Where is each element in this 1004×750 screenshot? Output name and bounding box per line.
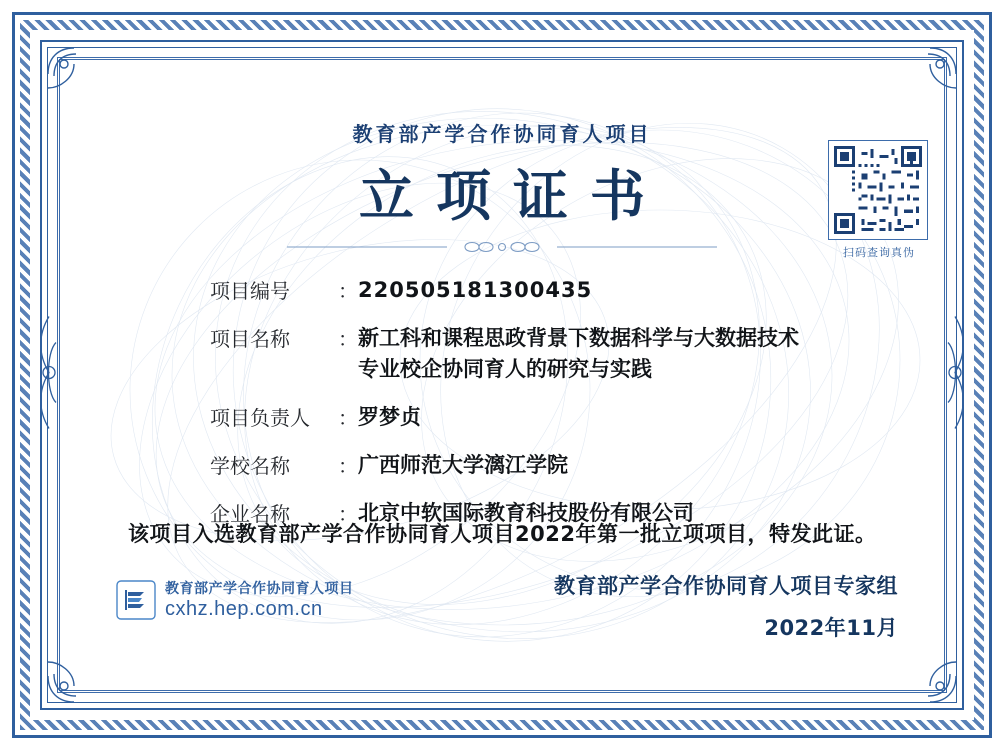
field-colon: ： [338, 406, 358, 430]
title-divider-ornament [287, 238, 717, 256]
field-value: 广西师范大学漓江学院 [358, 453, 568, 477]
field-value: 北京中软国际教育科技股份有限公司 [358, 501, 694, 525]
field-row-project-name [210, 323, 930, 385]
certificate-statement: 该项目入选教育部产学合作协同育人项目2022年第一批立项项目，特发此证。 [128, 522, 877, 546]
signature-organization: 教育部产学合作协同育人项目专家组 [554, 574, 898, 598]
certificate-fields [210, 275, 930, 546]
field-value: 罗梦贞 [358, 405, 421, 429]
signature-date: 2022年11月 [764, 616, 898, 640]
program-logo-block [116, 578, 354, 621]
certificate-content [70, 70, 934, 680]
field-label: 项目名称 [210, 327, 290, 351]
field-colon: ： [338, 454, 358, 478]
field-label: 项目负责人 [210, 406, 310, 430]
field-row-project-code [210, 275, 930, 306]
qr-caption: 扫码查询真伪 [843, 246, 915, 259]
program-logo-url[interactable]: cxhz.hep.com.cn [165, 598, 323, 620]
field-value: 220505181300435 [358, 278, 593, 302]
qr-code-icon[interactable] [828, 140, 928, 240]
field-label: 学校名称 [210, 454, 290, 478]
signature-block [554, 570, 898, 642]
field-value [358, 323, 930, 385]
field-row-project-leader [210, 402, 930, 433]
field-value-line1: 新工科和课程思政背景下数据科学与大数据技术 [358, 326, 799, 350]
field-colon: ： [338, 502, 358, 526]
certificate-title: 立项证书 [358, 163, 667, 228]
program-logo-text [165, 578, 354, 621]
field-label: 企业名称 [210, 502, 290, 526]
field-colon: ： [338, 279, 358, 303]
certificate-subtitle: 教育部产学合作协同育人项目 [352, 122, 652, 146]
field-value-line2: 专业校企协同育人的研究与实践 [358, 357, 652, 381]
field-colon: ： [338, 327, 358, 351]
field-row-school-name [210, 450, 930, 481]
qr-verification-block [828, 140, 930, 260]
program-logo-title: 教育部产学合作协同育人项目 [165, 581, 354, 597]
hep-logo-icon [116, 580, 156, 620]
field-label: 项目编号 [210, 279, 290, 303]
